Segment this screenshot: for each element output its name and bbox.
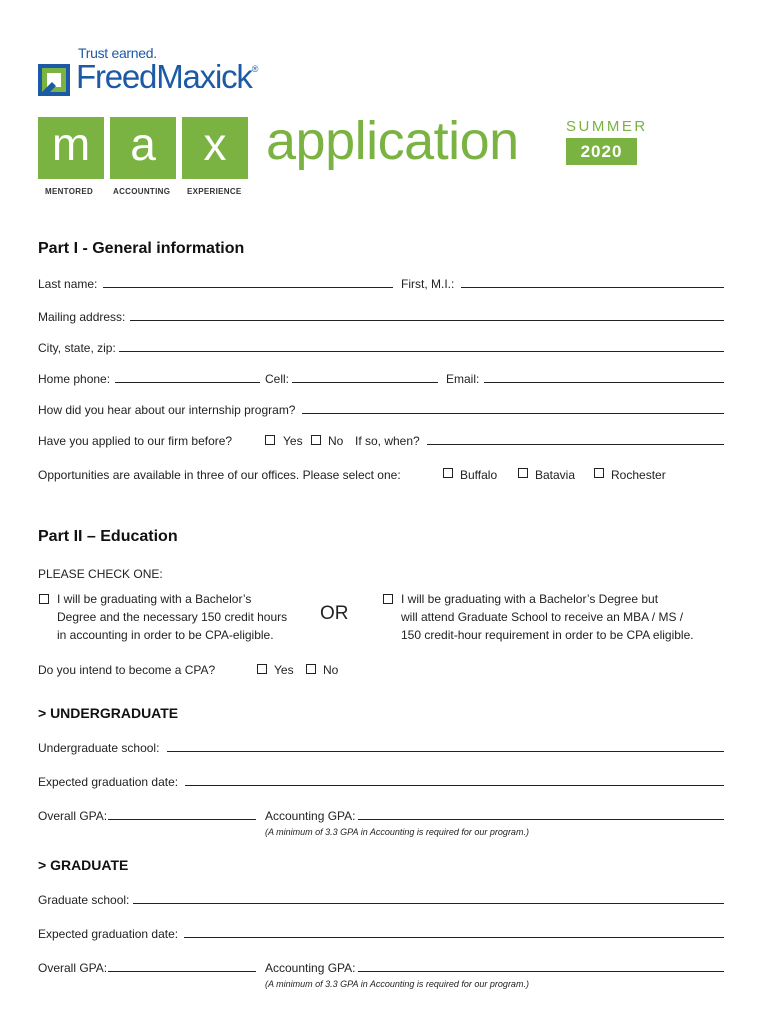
email-field[interactable] [484, 382, 724, 383]
caption-accounting: ACCOUNTING [113, 187, 171, 196]
grad-overall-gpa-label: Overall GPA: [38, 961, 108, 975]
undergrad-school-label: Undergraduate school: [38, 741, 160, 755]
part2-heading: Part II – Education [38, 528, 178, 545]
applied-yes-label: Yes [283, 434, 303, 448]
office-buffalo-label: Buffalo [460, 468, 498, 482]
grad-acct-gpa-field[interactable] [358, 971, 724, 972]
how-hear-label: How did you hear about our internship program? [38, 403, 296, 417]
office-rochester-checkbox[interactable] [594, 468, 604, 478]
last-name-field[interactable] [103, 287, 393, 288]
undergrad-acct-gpa-field[interactable] [358, 819, 724, 820]
option-b-line-3: 150 credit-hour requirement in order to be CPA eligible. [401, 628, 694, 642]
cpa-no-checkbox[interactable] [306, 664, 316, 674]
cpa-no-label: No [323, 663, 339, 677]
undergrad-overall-gpa-label: Overall GPA: [38, 809, 108, 823]
applied-no-checkbox[interactable] [311, 435, 321, 445]
cpa-yes-label: Yes [274, 663, 294, 677]
caption-mentored: MENTORED [45, 187, 94, 196]
grad-acct-gpa-label: Accounting GPA: [265, 961, 356, 975]
option-a-line-1: I will be graduating with a Bachelor’s [57, 592, 252, 606]
grad-heading: > GRADUATE [38, 857, 129, 873]
home-phone-field[interactable] [115, 382, 260, 383]
office-batavia-checkbox[interactable] [518, 468, 528, 478]
brand-tagline: Trust earned. [78, 45, 157, 61]
freedmaxick-logo-icon [38, 64, 70, 96]
undergrad-grad-date-label: Expected graduation date: [38, 775, 179, 789]
how-hear-field[interactable] [302, 413, 724, 414]
option-b-line-2: will attend Graduate School to receive an MBA / MS / [401, 610, 684, 624]
option-b-checkbox[interactable] [383, 594, 393, 604]
office-rochester-label: Rochester [611, 468, 666, 482]
grad-grad-date-field[interactable] [184, 937, 724, 938]
undergrad-grad-date-field[interactable] [185, 785, 724, 786]
grad-school-field[interactable] [133, 903, 724, 904]
undergrad-overall-gpa-field[interactable] [108, 819, 256, 820]
logo-name: FreedMaxick [76, 58, 252, 95]
tile-x: x [182, 117, 248, 179]
office-buffalo-checkbox[interactable] [443, 468, 453, 478]
applied-yes-checkbox[interactable] [265, 435, 275, 445]
option-a-line-3: in accounting in order to be CPA-eligible. [57, 628, 274, 642]
home-phone-label: Home phone: [38, 372, 111, 386]
email-label: Email: [446, 372, 480, 386]
part1-heading: Part I - General information [38, 240, 245, 257]
season-label: SUMMER [566, 118, 648, 135]
application-title: application [266, 111, 519, 171]
if-so-when-field[interactable] [427, 444, 724, 445]
grad-school-label: Graduate school: [38, 893, 130, 907]
option-a-line-2: Degree and the necessary 150 credit hours [57, 610, 288, 624]
tile-m: m [38, 117, 104, 179]
grad-gpa-note: (A minimum of 3.3 GPA in Accounting is required for our program.) [265, 979, 529, 989]
mailing-address-label: Mailing address: [38, 310, 126, 324]
or-separator: OR [320, 603, 349, 624]
if-so-when-label: If so, when? [355, 434, 420, 448]
cell-field[interactable] [292, 382, 438, 383]
caption-experience: EXPERIENCE [187, 187, 242, 196]
undergrad-gpa-note: (A minimum of 3.3 GPA in Accounting is required for our program.) [265, 827, 529, 837]
cpa-yes-checkbox[interactable] [257, 664, 267, 674]
tile-a: a [110, 117, 176, 179]
first-mi-label: First, M.I.: [401, 277, 455, 291]
option-b-text [401, 590, 694, 644]
cell-label: Cell: [265, 372, 290, 386]
office-batavia-label: Batavia [535, 468, 576, 482]
grad-overall-gpa-field[interactable] [108, 971, 256, 972]
undergrad-heading: > UNDERGRADUATE [38, 705, 179, 721]
city-state-zip-label: City, state, zip: [38, 341, 116, 355]
city-state-zip-field[interactable] [119, 351, 724, 352]
undergrad-school-field[interactable] [167, 751, 724, 752]
grad-grad-date-label: Expected graduation date: [38, 927, 179, 941]
option-b-line-1: I will be graduating with a Bachelor’s Degree but [401, 592, 659, 606]
year-badge: 2020 [566, 138, 637, 165]
opportunities-label: Opportunities are available in three of our offices. Please select one: [38, 468, 401, 482]
registered-mark: ® [251, 64, 258, 74]
applied-before-label: Have you applied to our firm before? [38, 434, 233, 448]
option-a-text [57, 590, 287, 644]
check-one-label: PLEASE CHECK ONE: [38, 567, 163, 581]
freedmaxick-logo [76, 58, 257, 96]
cpa-question-label: Do you intend to become a CPA? [38, 663, 216, 677]
undergrad-acct-gpa-label: Accounting GPA: [265, 809, 356, 823]
last-name-label: Last name: [38, 277, 98, 291]
mailing-address-field[interactable] [130, 320, 724, 321]
option-a-checkbox[interactable] [39, 594, 49, 604]
applied-no-label: No [328, 434, 344, 448]
first-mi-field[interactable] [461, 287, 724, 288]
